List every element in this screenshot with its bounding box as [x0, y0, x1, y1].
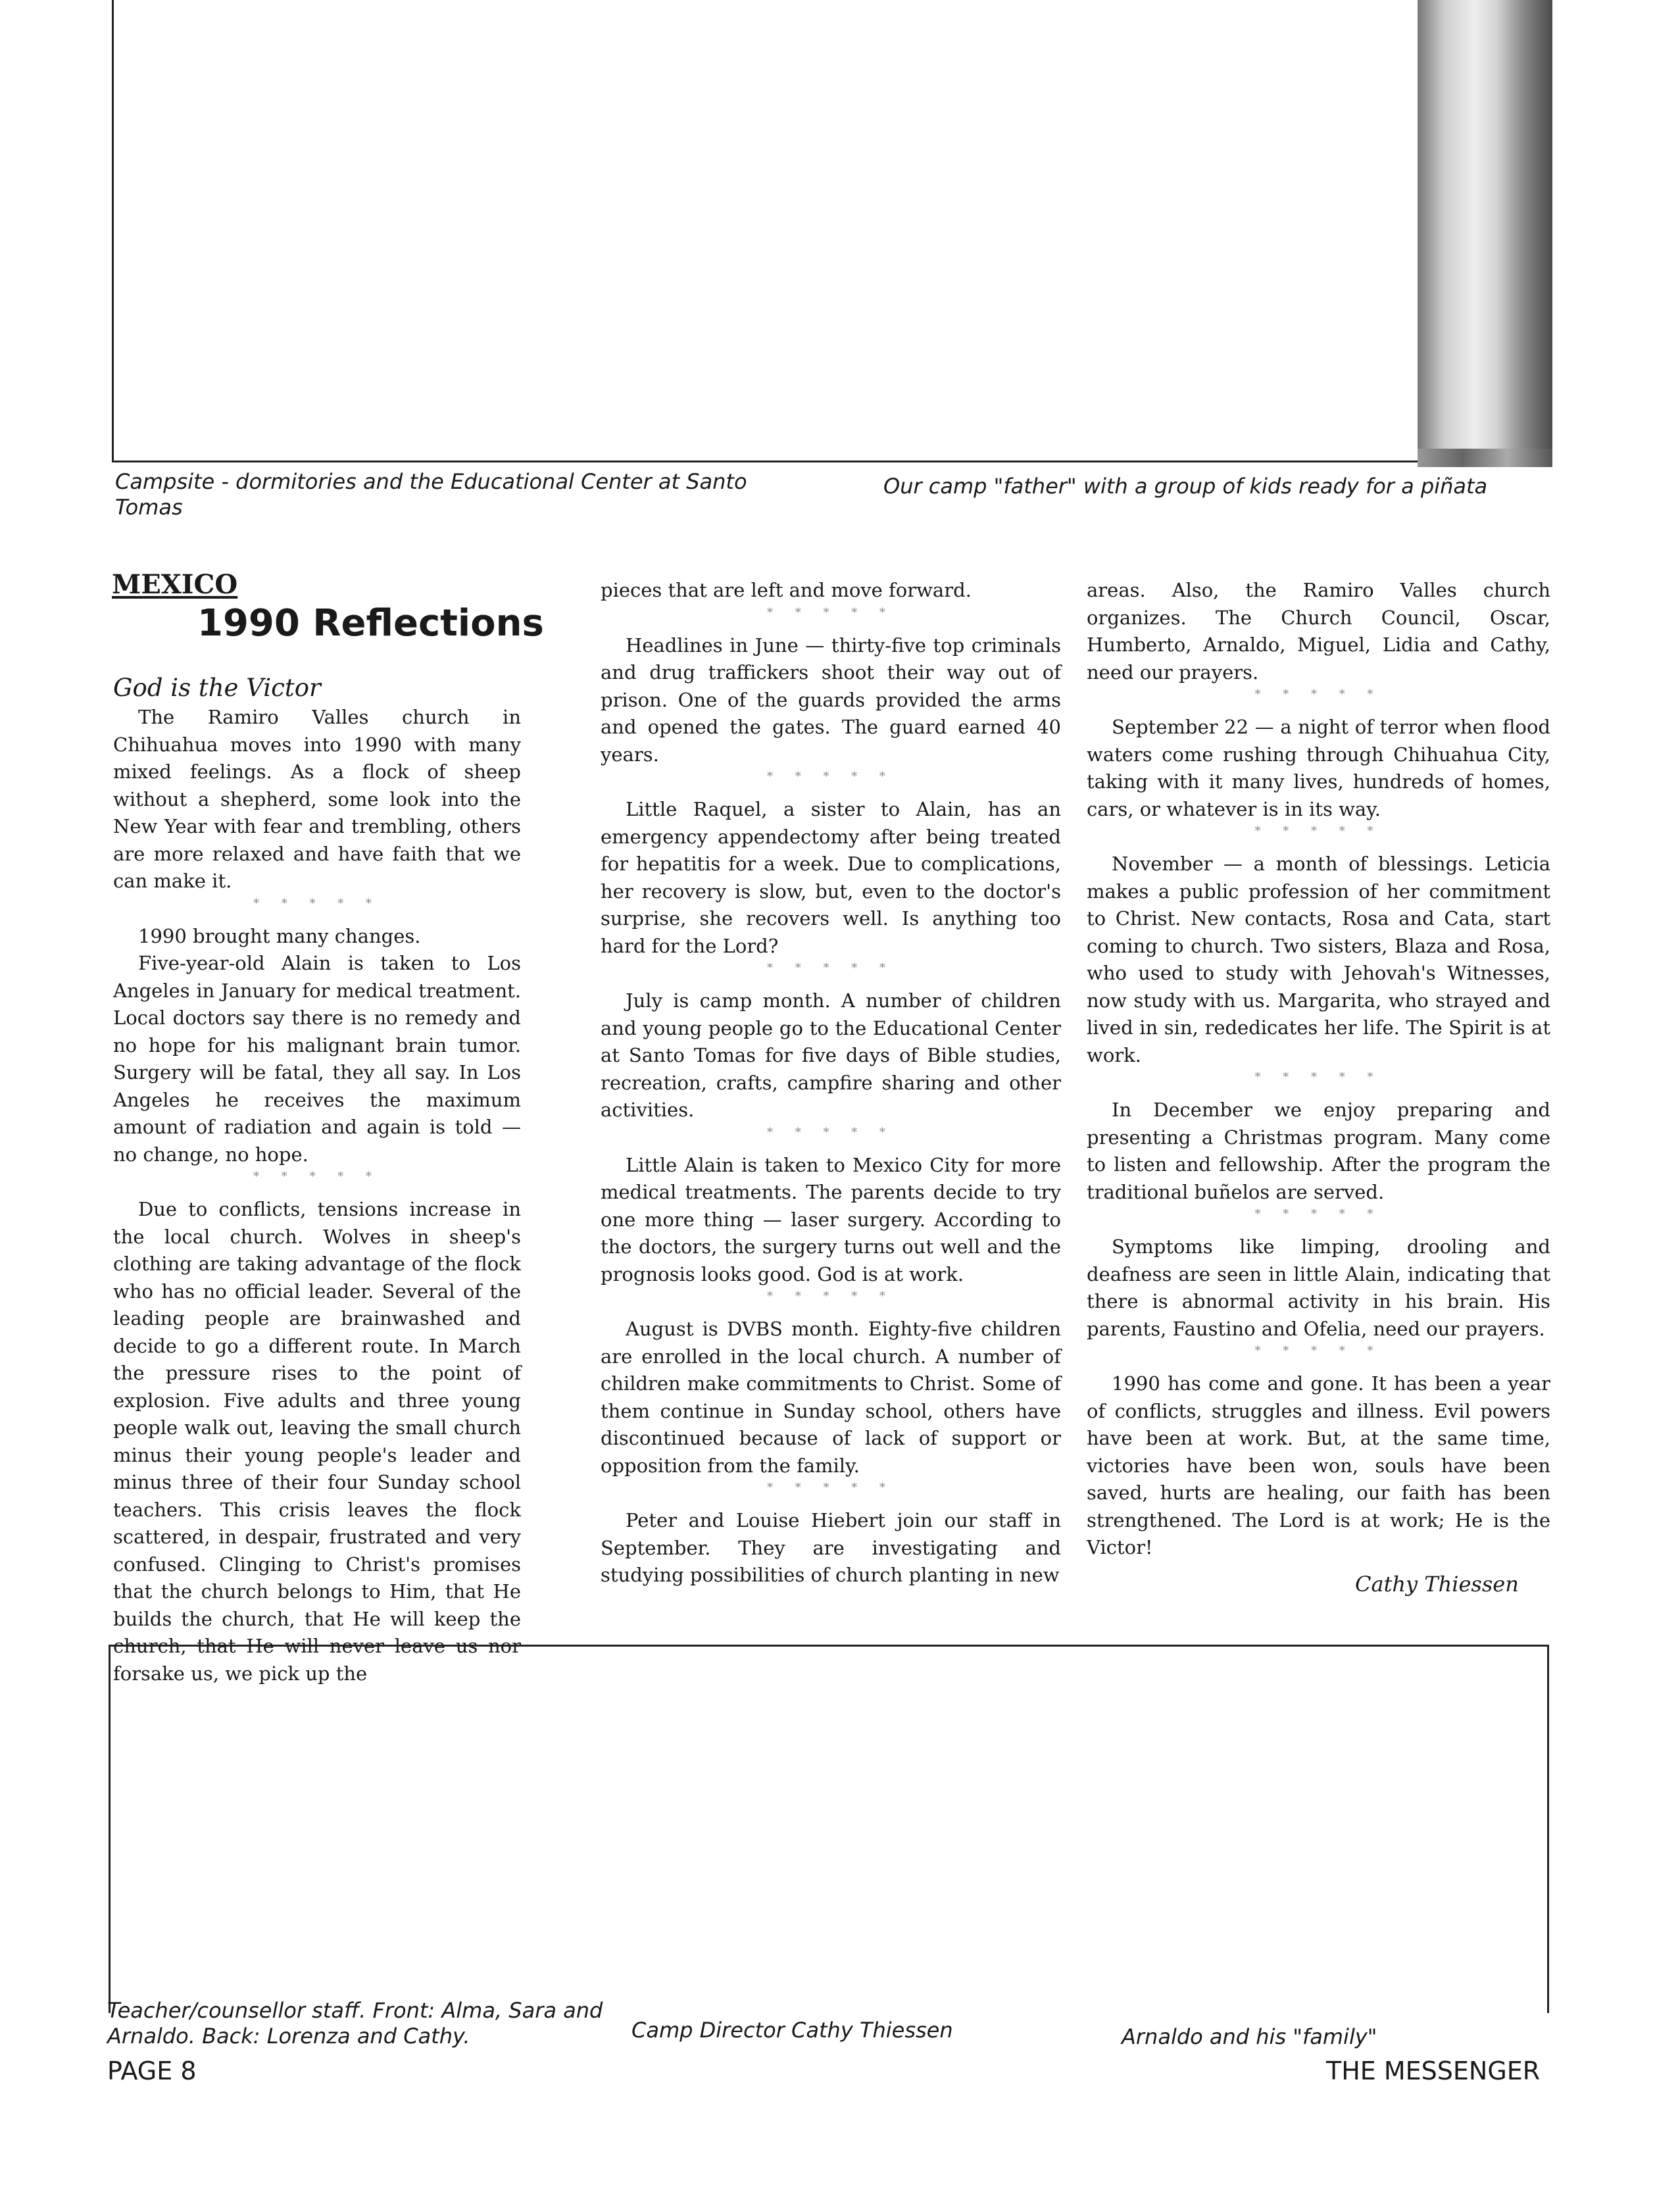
separator: * * * * * [1254, 1207, 1383, 1221]
paragraph: areas. Also, the Ramiro Valles church organizes. The Church Council, Oscar, Humberto, Arnaldo, Miguel, Lidia and Cathy, need our prayers. [1087, 579, 1550, 684]
staff-photos-area [109, 1645, 1549, 2013]
paragraph: 1990 brought many changes. [138, 924, 421, 947]
paragraph: The Ramiro Valles church in Chihuahua moves into 1990 with many mixed feelings. As a flock of sheep without a shepherd, some look into the New Year with fear and trembling, others are more relaxed and have faith that we can make it. [113, 706, 521, 892]
page-number: PAGE 8 [107, 2056, 197, 2085]
publication-name: THE MESSENGER [1326, 2056, 1541, 2085]
article-title: 1990 Reflections [197, 602, 544, 645]
separator: * * * * * [767, 605, 895, 620]
paragraph: Symptoms like limping, drooling and deafness are seen in little Alain, indicating that there is abnormal activity in his brain. His parents, Faustino and Ofelia, need our prayers. [1087, 1235, 1550, 1340]
article-column-2 [601, 577, 1061, 1589]
paragraph: Headlines in June — thirty-five top criminals and drug traffickers shoot their way out of prison. One of the guards provided the arms and opened the gates. The guard earned 40 years. [601, 634, 1061, 766]
paragraph: August is DVBS month. Eighty-five children are enrolled in the local church. A number of children make commitments to Christ. Some of them continue in Sunday school, others have discontinued because of lack of support or opposition from the family. [601, 1318, 1061, 1477]
campsite-caption: Campsite - dormitories and the Educational Center at Santo Tomas [115, 469, 747, 520]
separator: * * * * * [1254, 1344, 1383, 1358]
paragraph: September 22 — a night of terror when flood waters come rushing through Chihuahua City, taking with it many lives, hundreds of homes, cars, or whatever is in its way. [1087, 716, 1550, 820]
camp-father-caption: Our camp "father" with a group of kids ready for a piñata [883, 474, 1488, 499]
paragraph: November — a month of blessings. Leticia makes a public profession of her commitment to Christ. New contacts, Rosa and Cata, start coming to church. Two sisters, Blaza and Rosa, who used to study with Jehovah's Witnesses, now study with us. Margarita, who strayed and lived in sin, rededicates her life. The Spirit is at work. [1087, 853, 1550, 1066]
director-caption: Camp Director Cathy Thiessen [631, 2018, 953, 2043]
separator: * * * * * [767, 961, 895, 975]
separator: * * * * * [767, 1125, 895, 1139]
separator: * * * * * [767, 1289, 895, 1303]
camp-father-photo [1418, 0, 1552, 467]
article-column-1 [113, 704, 521, 1687]
separator: * * * * * [1254, 1070, 1383, 1084]
separator: * * * * * [767, 770, 895, 784]
separator: * * * * * [253, 1170, 381, 1183]
author-signature: Cathy Thiessen [1355, 1572, 1519, 1597]
paragraph: Little Raquel, a sister to Alain, has an emergency appendectomy after being treated for hepatitis for a week. Due to complications, her recovery is slow, but, even to the doctor's surprise, she recovers well. Is anything too hard for the Lord? [601, 798, 1061, 957]
paragraph: Five-year-old Alain is taken to Los Angeles in January for medical treatment. Local doctors say there is no remedy and no hope for his malignant brain tumor. Surgery will be fatal, they all say. In Los Angeles he receives the maximum amount of radiation and again is told — no change, no hope. [113, 952, 521, 1166]
campsite-photo [112, 0, 1421, 462]
family-caption: Arnaldo and his "family" [1122, 2024, 1377, 2049]
separator: * * * * * [1254, 824, 1383, 838]
separator: * * * * * [253, 896, 381, 910]
article-column-3 [1087, 577, 1550, 1562]
article-subtitle: God is the Victor [113, 674, 321, 702]
paragraph: pieces that are left and move forward. [601, 579, 972, 601]
staff-caption: Teacher/counsellor staff. Front: Alma, Sara and Arnaldo. Back: Lorenza and Cathy. [107, 1998, 603, 2049]
paragraph: July is camp month. A number of children and young people go to the Educational Center at Santo Tomas for five days of Bible studies, recreation, crafts, campfire sharing and other activities. [601, 989, 1061, 1121]
paragraph: 1990 has come and gone. It has been a year of conflicts, struggles and illness. Evil powers have been at work. But, at the same time, victories have been won, souls have been saved, hurts are healing, our faith has been strengthened. The Lord is at work; He is the Victor! [1087, 1372, 1550, 1558]
paragraph: In December we enjoy preparing and presenting a Christmas program. Many come to listen and fellowship. After the program the traditional buñelos are served. [1087, 1099, 1550, 1203]
separator: * * * * * [1254, 687, 1383, 701]
paragraph: Due to conflicts, tensions increase in the local church. Wolves in sheep's clothing are taking advantage of the flock who has no official leader. Several of the leading people are brainwashed and decide to go a different route. In March the pressure rises to the point of explosion. Five adults and three young people walk out, leaving the small church minus their young people's leader and minus three of their four Sunday school teachers. This crisis leaves the flock scattered, in despair, frustrated and very confused. Clinging to Christ's promises that the church belongs to Him, that He builds the church, that He will keep the church, that He will never leave us nor forsake us, we pick up the [113, 1198, 521, 1685]
separator: * * * * * [767, 1481, 895, 1495]
paragraph: Little Alain is taken to Mexico City for more medical treatments. The parents decide to try one more thing — laser surgery. According to the doctors, the surgery turns out well and the prognosis looks good. God is at work. [601, 1153, 1061, 1285]
section-label: MEXICO [112, 569, 238, 600]
paragraph: Peter and Louise Hiebert join our staff in September. They are investigating and studying possibilities of church planting in new [601, 1509, 1061, 1586]
